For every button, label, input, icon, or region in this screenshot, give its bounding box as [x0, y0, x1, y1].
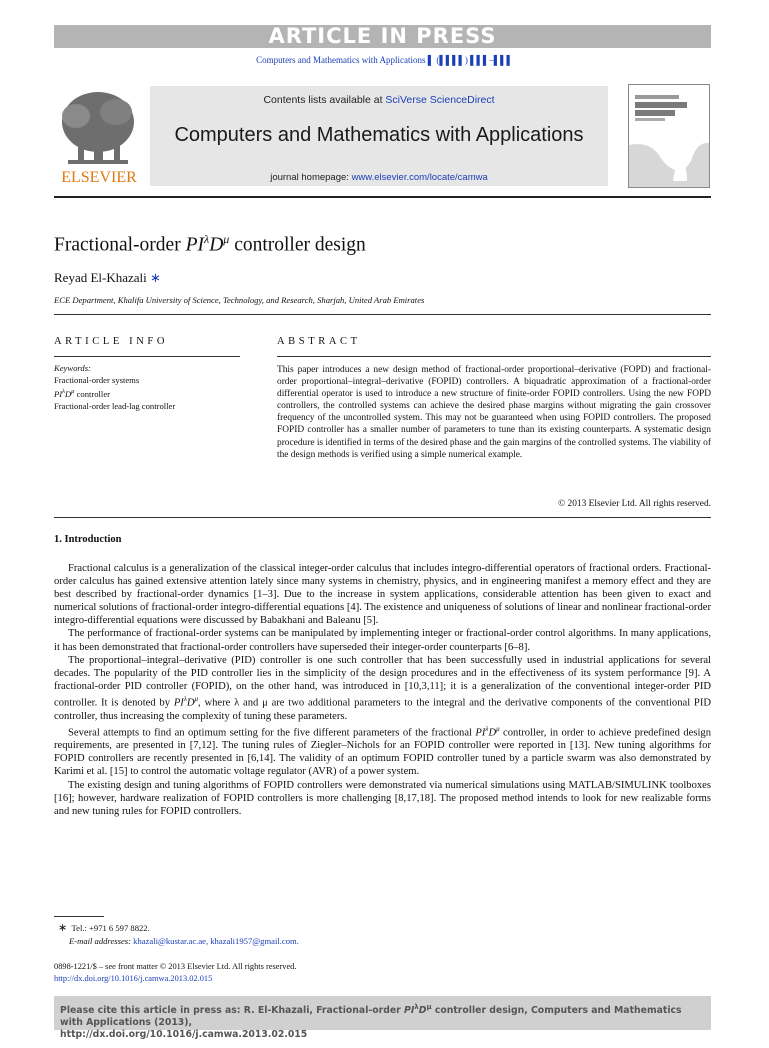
intro-paragraph-1: Fractional calculus is a generalization of the classical integer-order calculus that includes integro-differential operators of fractional orders. Fractional-order calculus has gained extensive attention lately since many systems in chemistry, physics, and in engineering manifest a memory effect and they are best described by fractional-order dynamics [1–3]. Due to the increase in system applications, considerable attention has been given to exact and numerical solutions of fractional-order integro-differential equations [4]. The existence and uniqueness of solutions of linear and nonlinear fractional-order integro-differential equations were discussed by Babakhani and Baleanu [5].: [54, 563, 711, 627]
journal-cover-thumbnail[interactable]: [628, 84, 710, 188]
article-info-heading: ARTICLE INFO: [54, 336, 169, 347]
footnote-email-line: [58, 935, 299, 948]
p4-d-symbol: D: [488, 727, 497, 739]
p3-text-b: , where λ and μ are two additional parameters to the integral and the derivative components of the conventional PID controller, thus increasing the complexity of tuning these parameters.: [54, 697, 711, 722]
intro-paragraph-4: [54, 723, 711, 779]
p4-mu-symbol: μ: [496, 724, 500, 733]
citation-prefix: Please cite this article in press as: R. El-Khazali, Fractional-order: [60, 1005, 404, 1017]
abstract-rule: [277, 356, 711, 357]
title-suffix: controller design: [229, 234, 366, 256]
footnote-email-label: E-mail addresses:: [69, 936, 131, 946]
p3-pi-symbol: PI: [173, 697, 184, 709]
abstract-text: This paper introduces a new design method of fractional-order proportional–derivative (FOPD) and fractional-order proportional–integral–derivative (FOPID) controllers. A biquadratic approximation of a fractional-order differential operator is used to introduce a new structure of finite-order FOPID controllers. Using the new FOPD controllers, the controlled systems can achieve the desired phase margins without migrating the gain crossover frequency of the uncontrolled system. This may not be guaranteed when using FOPID controllers. The proposed FOPID controller has a smaller number of parameters to tune than its existing counterparts. A systematic design procedure is identified in terms of the desired phase and the gain margins of the controlled systems. The viability of the design methods is verified using a simple numerical example.: [277, 365, 711, 460]
keyword-mu-symbol: μ: [71, 388, 75, 395]
citation-line-1: [60, 1001, 705, 1029]
intro-paragraph-3: [54, 654, 711, 723]
keyword-lambda-symbol: λ: [62, 388, 65, 395]
p4-text-b: controller, in order to achieve predefined design requirements, are presented in [7,12]. The tuning rules of Ziegler–Nichols for an FOPID controller were reported in [13]. New tuning algorithms for FOPID controllers are recently presented in [6,14]. The validity of an optimum FOPID controller tuned by a particle swarm was also demonstrated by Karimi et al. [15] to control the automatic voltage regulator (AVR) of a power system.: [54, 727, 711, 778]
issn-line: 0898-1221/$ – see front matter © 2013 Elsevier Ltd. All rights reserved.: [54, 962, 297, 971]
homepage-prefix: journal homepage:: [270, 172, 352, 183]
keyword-item: Fractional-order lead-lag controller: [54, 400, 176, 411]
footnote-email-links[interactable]: khazali@kustar.ac.ae, khazali1957@gmail.com.: [133, 936, 299, 946]
keyword-text: controller: [76, 388, 110, 399]
author-footnote: [58, 922, 299, 948]
title-mu-symbol: μ: [223, 232, 230, 246]
keywords-label: Keywords:: [54, 363, 91, 373]
title-pi-symbol: PI: [185, 234, 204, 256]
journal-cover-image: [629, 85, 710, 188]
p3-text-a: The proportional–integral–derivative (PID) controller is one such controller that has been successfully used in industrial applications for several decades. The popularity of the PID controller lies in the simplicity of the design procedures and in the effectiveness of its system performance [9]. A fractional-order PID controller (FOPID), on the other hand, was introduced in [10,3,11]; it is a generalization of the conventional integer-order PID controller. It is denoted by: [54, 654, 711, 709]
contents-prefix: Contents lists available at: [263, 94, 386, 106]
author-line: [54, 270, 161, 286]
p4-text-a: Several attempts to find an optimum setting for the five different parameters of the fractional: [68, 727, 476, 739]
article-in-press-banner: ARTICLE IN PRESS: [54, 25, 711, 48]
citation-lambda-symbol: λ: [414, 1003, 419, 1011]
keyword-item: [54, 386, 175, 400]
homepage-link[interactable]: www.elsevier.com/locate/camwa: [351, 172, 488, 183]
abstract-bottom-rule: [54, 517, 711, 518]
article-info-rule: [54, 356, 240, 357]
title-rule: [54, 314, 711, 315]
abstract-heading: ABSTRACT: [277, 336, 361, 347]
author-name: Reyad El-Khazali: [54, 270, 147, 285]
p3-lambda-symbol: λ: [183, 694, 187, 703]
p4-lambda-symbol: λ: [485, 724, 489, 733]
abstract-copyright: © 2013 Elsevier Ltd. All rights reserved.: [558, 499, 711, 509]
footnote-mark: ∗: [58, 922, 68, 934]
running-journal-line[interactable]: Computers and Mathematics with Applications ▌ (▌▌▌▌) ▌▌▌–▌▌▌: [256, 55, 513, 65]
issn-block: [54, 961, 296, 984]
elsevier-logo: [54, 86, 144, 186]
footnote-rule: [54, 916, 104, 917]
introduction-body: [54, 562, 711, 818]
sciencedirect-link[interactable]: SciVerse ScienceDirect: [385, 94, 495, 106]
section-heading-introduction: 1. Introduction: [54, 534, 122, 545]
p4-pi-symbol: PI: [475, 727, 486, 739]
keyword-pi-symbol: PI: [54, 388, 63, 399]
footnote-tel-line: [58, 922, 299, 935]
intro-paragraph-2: The performance of fractional-order systems can be manipulated by implementing integer or fractional-order control algorithms. In many applications, it has been demonstrated that fractional-order controllers have superseded their integer-order counterparts [6–8].: [54, 628, 711, 653]
citation-mu-symbol: μ: [426, 1003, 432, 1011]
citation-doi[interactable]: http://dx.doi.org/10.1016/j.camwa.2013.02.015: [60, 1029, 308, 1041]
citation-d-symbol: D: [418, 1005, 427, 1017]
citation-suffix: controller design, Computers and Mathematics with Applications (2013),: [60, 1005, 682, 1029]
elsevier-wordmark: ELSEVIER: [61, 169, 137, 186]
affiliation: ECE Department, Khalifa University of Science, Technology, and Research, Sharjah, United Arab Emirates: [54, 295, 425, 305]
intro-paragraph-5: The existing design and tuning algorithms of FOPID controllers were demonstrated via numerical simulations using MATLAB/SIMULINK toolboxes [16]; however, hardware realization of FOPID controllers is more challenging [8,17,18]. The proposed method intends to look for new realizable forms and new tuning rules for FOPID controllers.: [54, 779, 711, 817]
title-d-symbol: D: [209, 234, 224, 256]
p3-d-symbol: D: [186, 697, 195, 709]
journal-title: Computers and Mathematics with Applications: [174, 124, 584, 146]
citation-box: [54, 996, 711, 1041]
footnote-tel: Tel.: +971 6 597 8822.: [71, 923, 150, 933]
keyword-item: Fractional-order systems: [54, 375, 140, 385]
p3-mu-symbol: μ: [194, 694, 199, 703]
title-prefix: Fractional-order: [54, 234, 186, 256]
doi-link[interactable]: http://dx.doi.org/10.1016/j.camwa.2013.02.015: [54, 973, 213, 983]
author-footnote-mark[interactable]: ∗: [150, 270, 161, 285]
citation-pi-symbol: PI: [404, 1005, 415, 1017]
header-rule: [54, 196, 711, 198]
homepage-line: [150, 172, 608, 183]
keyword-d-symbol: D: [64, 388, 72, 399]
keywords-block: [54, 362, 175, 412]
contents-line: [150, 94, 608, 106]
elsevier-tree-icon: [54, 86, 144, 186]
paper-title: [54, 232, 366, 257]
title-lambda-symbol: λ: [203, 232, 210, 246]
